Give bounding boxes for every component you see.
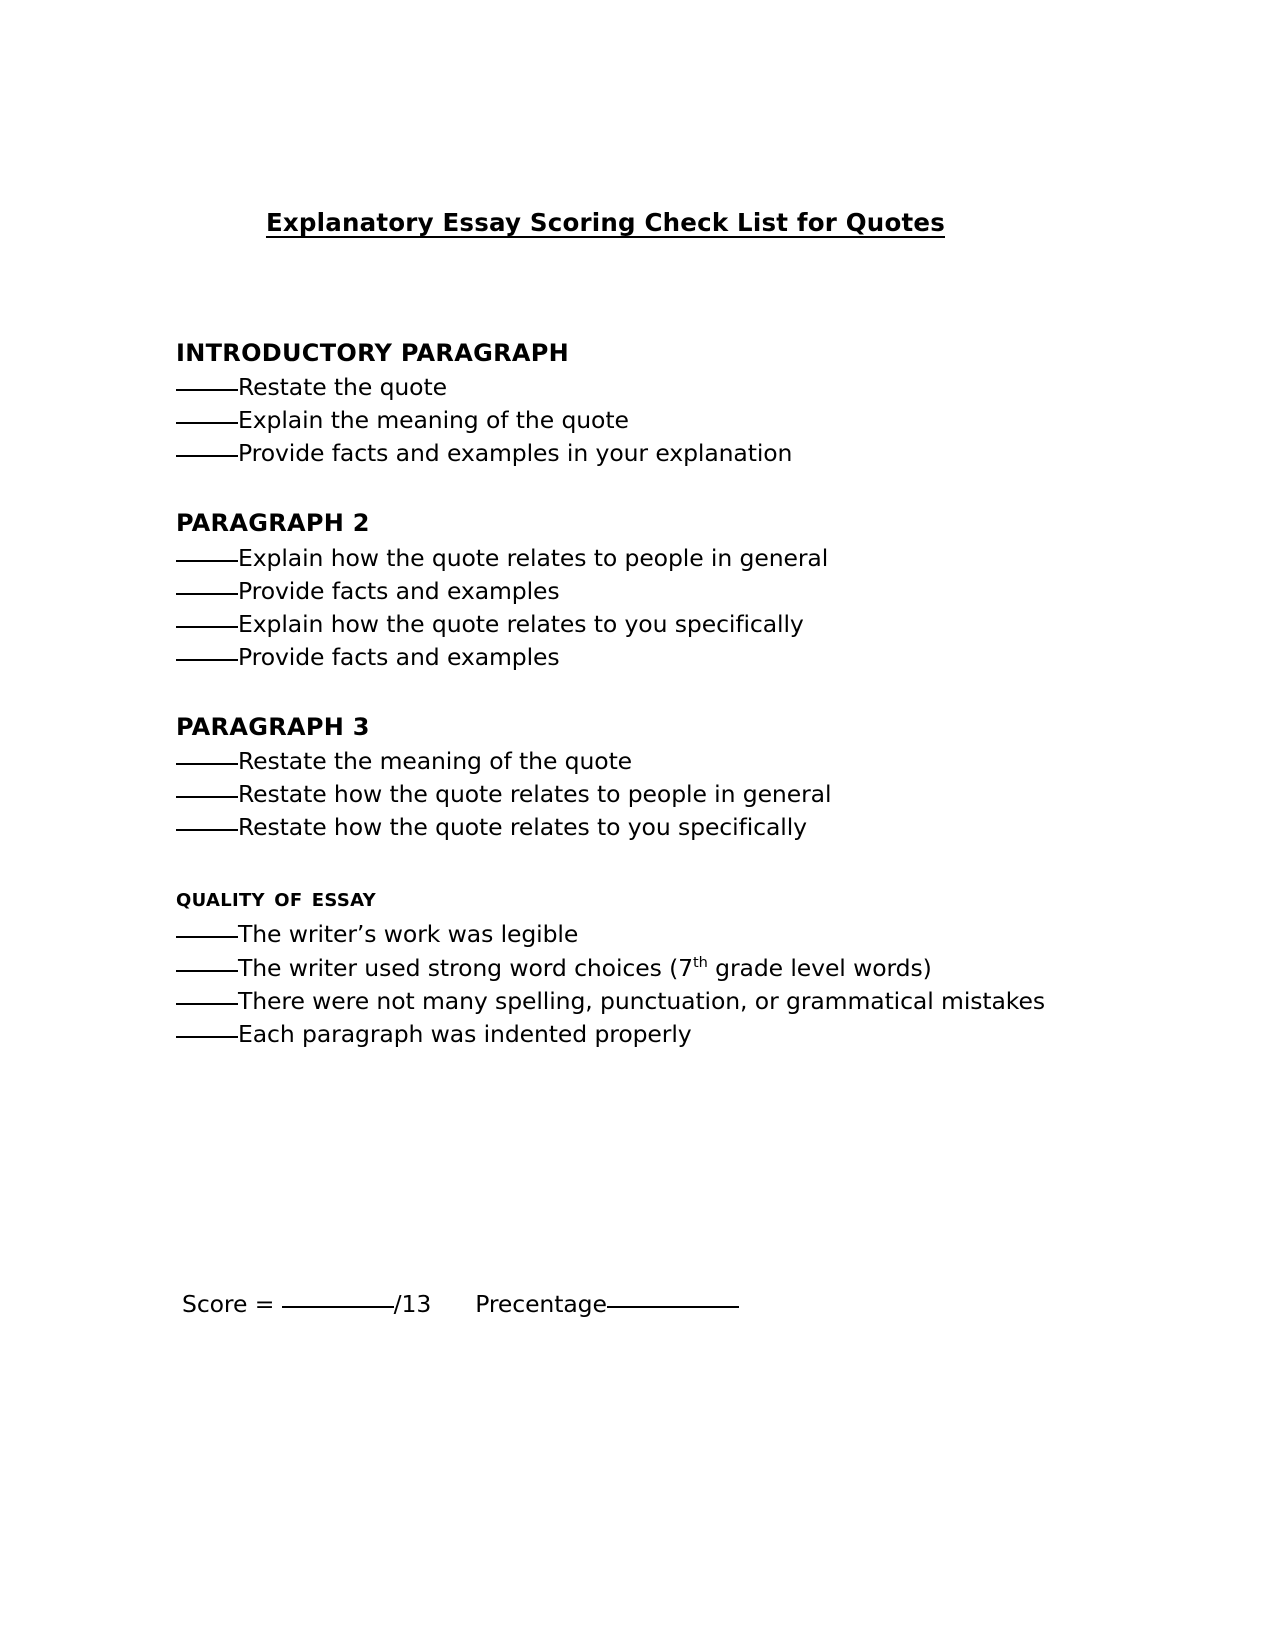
score-blank-line[interactable] bbox=[176, 1003, 238, 1005]
section-heading: INTRODUCTORY PARAGRAPH bbox=[176, 339, 570, 367]
score-blank-line[interactable] bbox=[176, 936, 238, 938]
checklist-item bbox=[176, 575, 1156, 608]
checklist-item bbox=[176, 404, 1156, 437]
checklist-item-label: Restate the quote bbox=[238, 373, 447, 402]
checklist-item bbox=[176, 745, 1156, 778]
score-blank-line[interactable] bbox=[176, 455, 238, 457]
score-blank-line[interactable] bbox=[176, 796, 238, 798]
checklist-item bbox=[176, 811, 1156, 844]
score-total: /13 bbox=[393, 1290, 432, 1318]
score-blank-line[interactable] bbox=[176, 659, 238, 661]
checklist-item bbox=[176, 985, 1156, 1018]
score-blank-line[interactable] bbox=[176, 970, 238, 972]
checklist-item bbox=[176, 371, 1156, 404]
score-row bbox=[182, 1290, 739, 1318]
page-title bbox=[0, 208, 1211, 237]
score-blank-line[interactable] bbox=[176, 422, 238, 424]
page-title-text: Explanatory Essay Scoring Check List for Quotes bbox=[265, 208, 945, 237]
section-paragraph-2 bbox=[176, 506, 1156, 674]
section-heading: PARAGRAPH 2 bbox=[176, 509, 370, 538]
checklist-item-label-ordinal: The writer used strong word choices (7th grade level words) bbox=[238, 953, 932, 982]
checklist-item-label: Provide facts and examples bbox=[238, 642, 560, 671]
checklist-item-label: Restate how the quote relates to people in general bbox=[238, 780, 832, 809]
checklist-body bbox=[176, 336, 1156, 1051]
checklist-item bbox=[176, 952, 1156, 985]
checklist-item bbox=[176, 778, 1156, 811]
section-heading: quality of essay bbox=[176, 883, 376, 914]
checklist-item bbox=[176, 608, 1156, 641]
score-blank-line[interactable] bbox=[176, 1036, 238, 1038]
checklist-item bbox=[176, 1018, 1156, 1051]
checklist-item-label: Explain how the quote relates to you specifically bbox=[238, 609, 804, 638]
checklist-item bbox=[176, 641, 1156, 674]
score-value-blank[interactable] bbox=[282, 1306, 394, 1308]
checklist-item-label: Provide facts and examples bbox=[238, 576, 560, 605]
score-blank-line[interactable] bbox=[176, 389, 238, 391]
score-blank-line[interactable] bbox=[176, 626, 238, 628]
score-blank-line[interactable] bbox=[176, 593, 238, 595]
section-paragraph-3 bbox=[176, 710, 1156, 844]
checklist-item-label: Restate the meaning of the quote bbox=[238, 747, 633, 776]
section-quality-of-essay bbox=[176, 880, 1156, 1050]
checklist-item-label: Explain the meaning of the quote bbox=[238, 406, 629, 435]
score-label: Score = bbox=[182, 1290, 282, 1318]
checklist-item-label: Restate how the quote relates to you specifically bbox=[238, 813, 807, 842]
score-blank-line[interactable] bbox=[176, 560, 238, 562]
section-heading: PARAGRAPH 3 bbox=[176, 713, 370, 742]
checklist-item-label: Provide facts and examples in your explanation bbox=[238, 439, 793, 468]
checklist-item-label: The writer’s work was legible bbox=[238, 920, 579, 949]
checklist-item bbox=[176, 542, 1156, 575]
checklist-item bbox=[176, 437, 1156, 470]
checklist-item-label: There were not many spelling, punctuation, or grammatical mistakes bbox=[238, 986, 1045, 1015]
percentage-label: Precentage bbox=[475, 1290, 607, 1318]
section-introductory-paragraph bbox=[176, 336, 1156, 470]
percentage-value-blank[interactable] bbox=[607, 1306, 739, 1308]
checklist-item-label: Each paragraph was indented properly bbox=[238, 1019, 692, 1048]
score-blank-line[interactable] bbox=[176, 763, 238, 765]
checklist-item bbox=[176, 918, 1156, 951]
checklist-item-label: Explain how the quote relates to people in general bbox=[238, 543, 829, 572]
score-blank-line[interactable] bbox=[176, 829, 238, 831]
